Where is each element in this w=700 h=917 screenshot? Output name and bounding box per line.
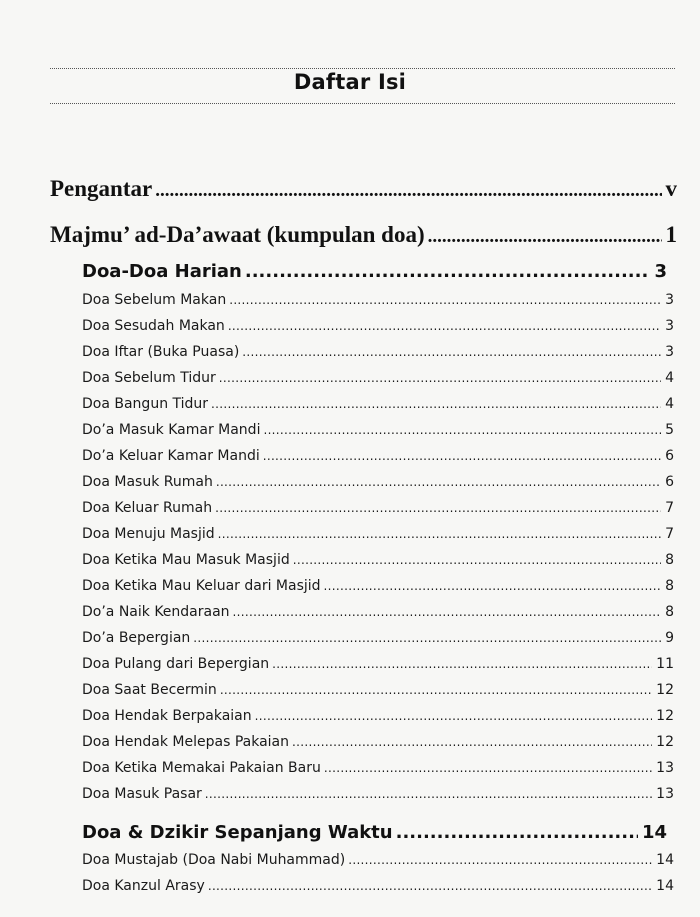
toc-entry-majmu[interactable]	[50, 222, 677, 248]
toc-item[interactable]	[82, 448, 674, 464]
toc-item-label: Doa Mustajab (Doa Nabi Muhammad)	[82, 852, 346, 868]
top-dotted-rule	[50, 68, 675, 69]
toc-item-page: 12	[656, 708, 674, 724]
toc-item-label: Do’a Masuk Kamar Mandi	[82, 422, 261, 438]
toc-item-label: Doa Sebelum Makan	[82, 292, 227, 308]
dot-leader	[324, 579, 662, 593]
bottom-dotted-rule	[50, 103, 675, 104]
dot-leader	[216, 475, 661, 489]
toc-item[interactable]	[82, 656, 674, 672]
toc-item-label: Doa Kanzul Arasy	[82, 878, 205, 894]
toc-item[interactable]	[82, 878, 674, 894]
toc-item-page: 9	[665, 630, 674, 646]
dot-leader	[292, 735, 652, 749]
toc-item[interactable]	[82, 682, 674, 698]
toc-item-page: 3	[665, 344, 674, 360]
dot-leader	[242, 345, 661, 359]
toc-item-page: 13	[656, 760, 674, 776]
toc-item[interactable]	[82, 786, 674, 802]
dot-leader	[215, 501, 661, 515]
toc-item[interactable]	[82, 370, 674, 386]
toc-item-label: Doa Masuk Rumah	[82, 474, 213, 490]
toc-item-label: Doa Saat Becermin	[82, 682, 217, 698]
toc-entry-page: v	[665, 176, 677, 201]
toc-item-page: 4	[665, 370, 674, 386]
dot-leader	[263, 423, 661, 437]
toc-item[interactable]	[82, 604, 674, 620]
toc-item-page: 13	[656, 786, 674, 802]
dot-leader	[219, 371, 661, 385]
dot-leader	[211, 397, 661, 411]
dot-leader	[272, 657, 652, 671]
toc-section-page: 14	[641, 822, 667, 843]
dot-leader	[396, 822, 638, 843]
toc-item-page: 12	[656, 734, 674, 750]
toc-item-page: 3	[665, 318, 674, 334]
toc-item-page: 8	[665, 604, 674, 620]
toc-entry-page: 1	[665, 222, 677, 247]
toc-item-page: 7	[665, 526, 674, 542]
toc-entry-pengantar[interactable]	[50, 176, 677, 202]
dot-leader	[245, 261, 651, 282]
dot-leader	[324, 761, 652, 775]
page-title: Daftar Isi	[293, 70, 407, 94]
toc-item[interactable]	[82, 852, 674, 868]
toc-item-label: Doa Hendak Melepas Pakaian	[82, 734, 289, 750]
toc-item[interactable]	[82, 734, 674, 750]
toc-item-label: Doa Iftar (Buka Puasa)	[82, 344, 240, 360]
toc-item-page: 8	[665, 552, 674, 568]
toc-item-label: Do’a Naik Kendaraan	[82, 604, 230, 620]
toc-section-label: Doa & Dzikir Sepanjang Waktu	[82, 822, 393, 843]
toc-section-doa-dzikir[interactable]	[82, 822, 667, 843]
toc-item[interactable]	[82, 708, 674, 724]
toc-section-page: 3	[654, 261, 667, 282]
dot-leader	[233, 605, 662, 619]
dot-leader	[348, 853, 652, 867]
toc-item[interactable]	[82, 344, 674, 360]
toc-item[interactable]	[82, 396, 674, 412]
toc-item[interactable]	[82, 500, 674, 516]
toc-item-page: 5	[665, 422, 674, 438]
toc-item-label: Doa Keluar Rumah	[82, 500, 213, 516]
toc-item-label: Do’a Keluar Kamar Mandi	[82, 448, 260, 464]
toc-item-page: 6	[665, 448, 674, 464]
toc-item-page: 14	[656, 852, 674, 868]
dot-leader	[293, 553, 661, 567]
toc-item[interactable]	[82, 760, 674, 776]
dot-leader	[228, 319, 661, 333]
dot-leader	[220, 683, 652, 697]
dot-leader	[255, 709, 653, 723]
toc-item-label: Doa Menuju Masjid	[82, 526, 215, 542]
toc-item-label: Doa Ketika Mau Masuk Masjid	[82, 552, 290, 568]
toc-item-label: Doa Sesudah Makan	[82, 318, 225, 334]
dot-leader	[193, 631, 661, 645]
toc-item[interactable]	[82, 474, 674, 490]
toc-item[interactable]	[82, 526, 674, 542]
dot-leader	[208, 879, 652, 893]
dot-leader	[155, 180, 661, 202]
toc-item-page: 4	[665, 396, 674, 412]
dot-leader	[263, 449, 661, 463]
toc-section-label: Doa-Doa Harian	[82, 261, 242, 282]
toc-item-label: Doa Sebelum Tidur	[82, 370, 216, 386]
toc-item[interactable]	[82, 630, 674, 646]
toc-item-page: 11	[656, 656, 674, 672]
toc-item-page: 8	[665, 578, 674, 594]
toc-item[interactable]	[82, 578, 674, 594]
toc-entry-label: Majmu’ ad-Da’awaat (kumpulan doa)	[50, 222, 425, 247]
toc-entry-label: Pengantar	[50, 176, 153, 201]
toc-item[interactable]	[82, 422, 674, 438]
toc-section-doa-doa-harian[interactable]	[82, 261, 667, 282]
toc-item-page: 7	[665, 500, 674, 516]
toc-item-label: Doa Masuk Pasar	[82, 786, 202, 802]
dot-leader	[229, 293, 661, 307]
toc-item-label: Doa Pulang dari Bepergian	[82, 656, 270, 672]
toc-item-label: Doa Ketika Memakai Pakaian Baru	[82, 760, 321, 776]
dot-leader	[218, 527, 661, 541]
toc-item-label: Doa Bangun Tidur	[82, 396, 209, 412]
dot-leader	[205, 787, 652, 801]
toc-item-label: Do’a Bepergian	[82, 630, 191, 646]
toc-item[interactable]	[82, 318, 674, 334]
toc-item-page: 3	[665, 292, 674, 308]
toc-item-page: 12	[656, 682, 674, 698]
toc-item-label: Doa Ketika Mau Keluar dari Masjid	[82, 578, 321, 594]
toc-item-page: 6	[665, 474, 674, 490]
toc-item-page: 14	[656, 878, 674, 894]
toc-item-label: Doa Hendak Berpakaian	[82, 708, 252, 724]
toc-item[interactable]	[82, 292, 674, 308]
toc-item[interactable]	[82, 552, 674, 568]
dot-leader	[428, 226, 662, 248]
